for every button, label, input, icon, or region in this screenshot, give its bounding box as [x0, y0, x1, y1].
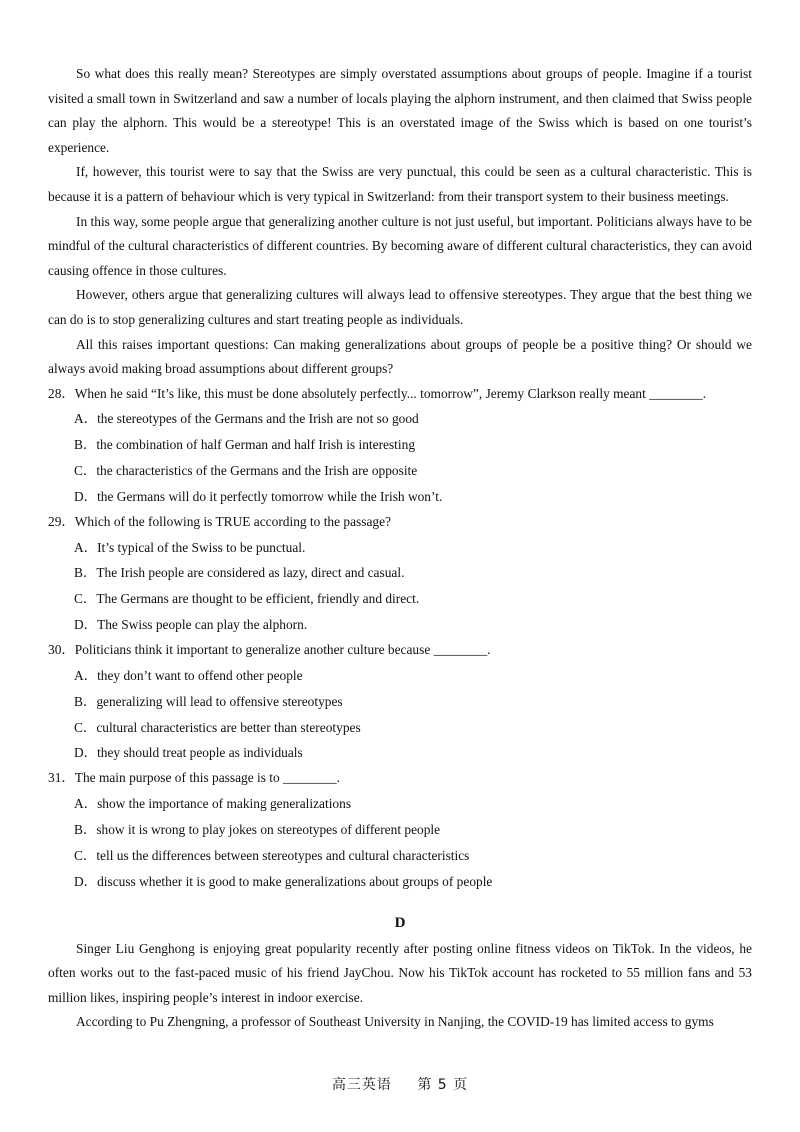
option-text: the stereotypes of the Germans and the Irish are not so good [97, 411, 419, 427]
option-text: they should treat people as individuals [97, 745, 303, 761]
option-d [48, 484, 752, 510]
option-text: It’s typical of the Swiss to be punctual. [97, 539, 306, 555]
option-letter: D． [74, 617, 98, 633]
question-stem [48, 638, 752, 663]
option-text: The Germans are thought to be efficient, friendly and direct. [96, 591, 420, 607]
question-number: 29． [48, 513, 75, 529]
option-a [48, 663, 752, 689]
option-b [48, 432, 752, 458]
option-letter: D． [74, 873, 98, 889]
option-a [48, 406, 752, 432]
option-letter: D． [74, 489, 98, 505]
option-text: the characteristics of the Germans and the Irish are opposite [96, 463, 418, 479]
option-c [48, 586, 752, 612]
exam-page [48, 62, 752, 1035]
question-text: The main purpose of this passage is to ________. [74, 770, 340, 786]
option-d [48, 612, 752, 638]
option-letter: C． [74, 591, 97, 607]
question-28 [48, 382, 752, 510]
option-c [48, 715, 752, 741]
section-d-title: D [394, 914, 406, 931]
question-text: When he said “It’s like, this must be done absolutely perfectly... tomorrow”, Jeremy Clarkson really meant ________. [74, 385, 707, 401]
option-letter: A． [74, 411, 98, 427]
option-c [48, 458, 752, 484]
question-29 [48, 510, 752, 638]
question-number: 28． [48, 385, 75, 401]
option-letter: B． [74, 437, 97, 453]
option-letter: C． [74, 463, 97, 479]
option-text: the Germans will do it perfectly tomorrow while the Irish won’t. [97, 489, 443, 505]
question-stem [48, 510, 752, 535]
option-letter: B． [74, 821, 97, 837]
option-a [48, 791, 752, 817]
question-stem [48, 766, 752, 791]
passage-d [48, 937, 752, 1035]
question-text: Politicians think it important to generalize another culture because ________. [74, 642, 491, 658]
option-text: The Swiss people can play the alphorn. [97, 617, 308, 633]
passage-paragraph: So what does this really mean? Stereotypes are simply overstated assumptions about groups of people. Imagine if a tourist visited a small town in Switzerland and saw a number of locals playing the alphorn instrument, and then claimed that Swiss people can play the alphorn. This would be a stereotype! This is an overstated image of the Swiss which is based on one tourist’s experience. [48, 66, 752, 155]
option-d [48, 740, 752, 766]
option-text: show the importance of making generalizations [97, 795, 352, 811]
option-b [48, 560, 752, 586]
option-text: show it is wrong to play jokes on stereotypes of different people [96, 821, 441, 837]
footer-subject: 高三英语 [331, 1077, 392, 1093]
option-letter: B． [74, 565, 97, 581]
passage-paragraph: In this way, some people argue that generalizing another culture is not just useful, but important. Politicians always have to be mindful of the cultural characteristics of different countries. By becoming aware of different cultural characteristics, they can avoid causing offence in those cultures. [48, 213, 752, 278]
option-letter: A． [74, 795, 98, 811]
option-text: the combination of half German and half Irish is interesting [96, 437, 416, 453]
question-number: 31． [48, 770, 75, 786]
option-c [48, 843, 752, 869]
option-text: discuss whether it is good to make generalizations about groups of people [97, 873, 493, 889]
option-text: they don’t want to offend other people [97, 667, 303, 683]
option-letter: D． [74, 745, 98, 761]
option-d [48, 869, 752, 895]
option-letter: C． [74, 847, 97, 863]
footer-page-number: 第 5 页 [417, 1077, 469, 1093]
question-31 [48, 766, 752, 894]
option-letter: A． [74, 539, 98, 555]
passage-paragraph: If, however, this tourist were to say that the Swiss are very punctual, this could be seen as a cultural characteristic. This is because it is a pattern of behaviour which is very typical in Switzerland: from their transport system to their business meetings. [48, 164, 752, 204]
passage-paragraph: All this raises important questions: Can making generalizations about groups of people be a positive thing? Or should we always avoid making broad assumptions about different groups? [48, 336, 752, 377]
option-letter: B． [74, 693, 97, 709]
option-letter: C． [74, 719, 97, 735]
option-text: cultural characteristics are better than stereotypes [96, 719, 361, 735]
option-b [48, 817, 752, 843]
option-text: tell us the differences between stereotypes and cultural characteristics [96, 847, 470, 863]
page-footer [0, 1074, 800, 1094]
option-text: The Irish people are considered as lazy, direct and casual. [96, 565, 405, 581]
passage-paragraph: According to Pu Zhengning, a professor of Southeast University in Nanjing, the COVID-19 has limited access to gyms [76, 1014, 714, 1030]
option-b [48, 689, 752, 715]
question-text: Which of the following is TRUE according to the passage? [74, 513, 391, 529]
option-a [48, 535, 752, 561]
option-letter: A． [74, 667, 98, 683]
passage-paragraph: Singer Liu Genghong is enjoying great popularity recently after posting online fitness videos on TikTok. In the videos, he often works out to the fast-paced music of his friend JayChou. Now his TikTok account has rocketed to 55 million fans and 53 million likes, inspiring people’s interest in indoor exercise. [48, 940, 752, 1005]
question-number: 30． [48, 642, 75, 658]
option-text: generalizing will lead to offensive stereotypes [96, 693, 343, 709]
question-stem [48, 382, 752, 407]
passage-c [48, 62, 752, 382]
question-30 [48, 638, 752, 766]
passage-paragraph: However, others argue that generalizing cultures will always lead to offensive stereotypes. They argue that the best thing we can do is to stop generalizing cultures and start treating people as individuals. [48, 287, 752, 327]
